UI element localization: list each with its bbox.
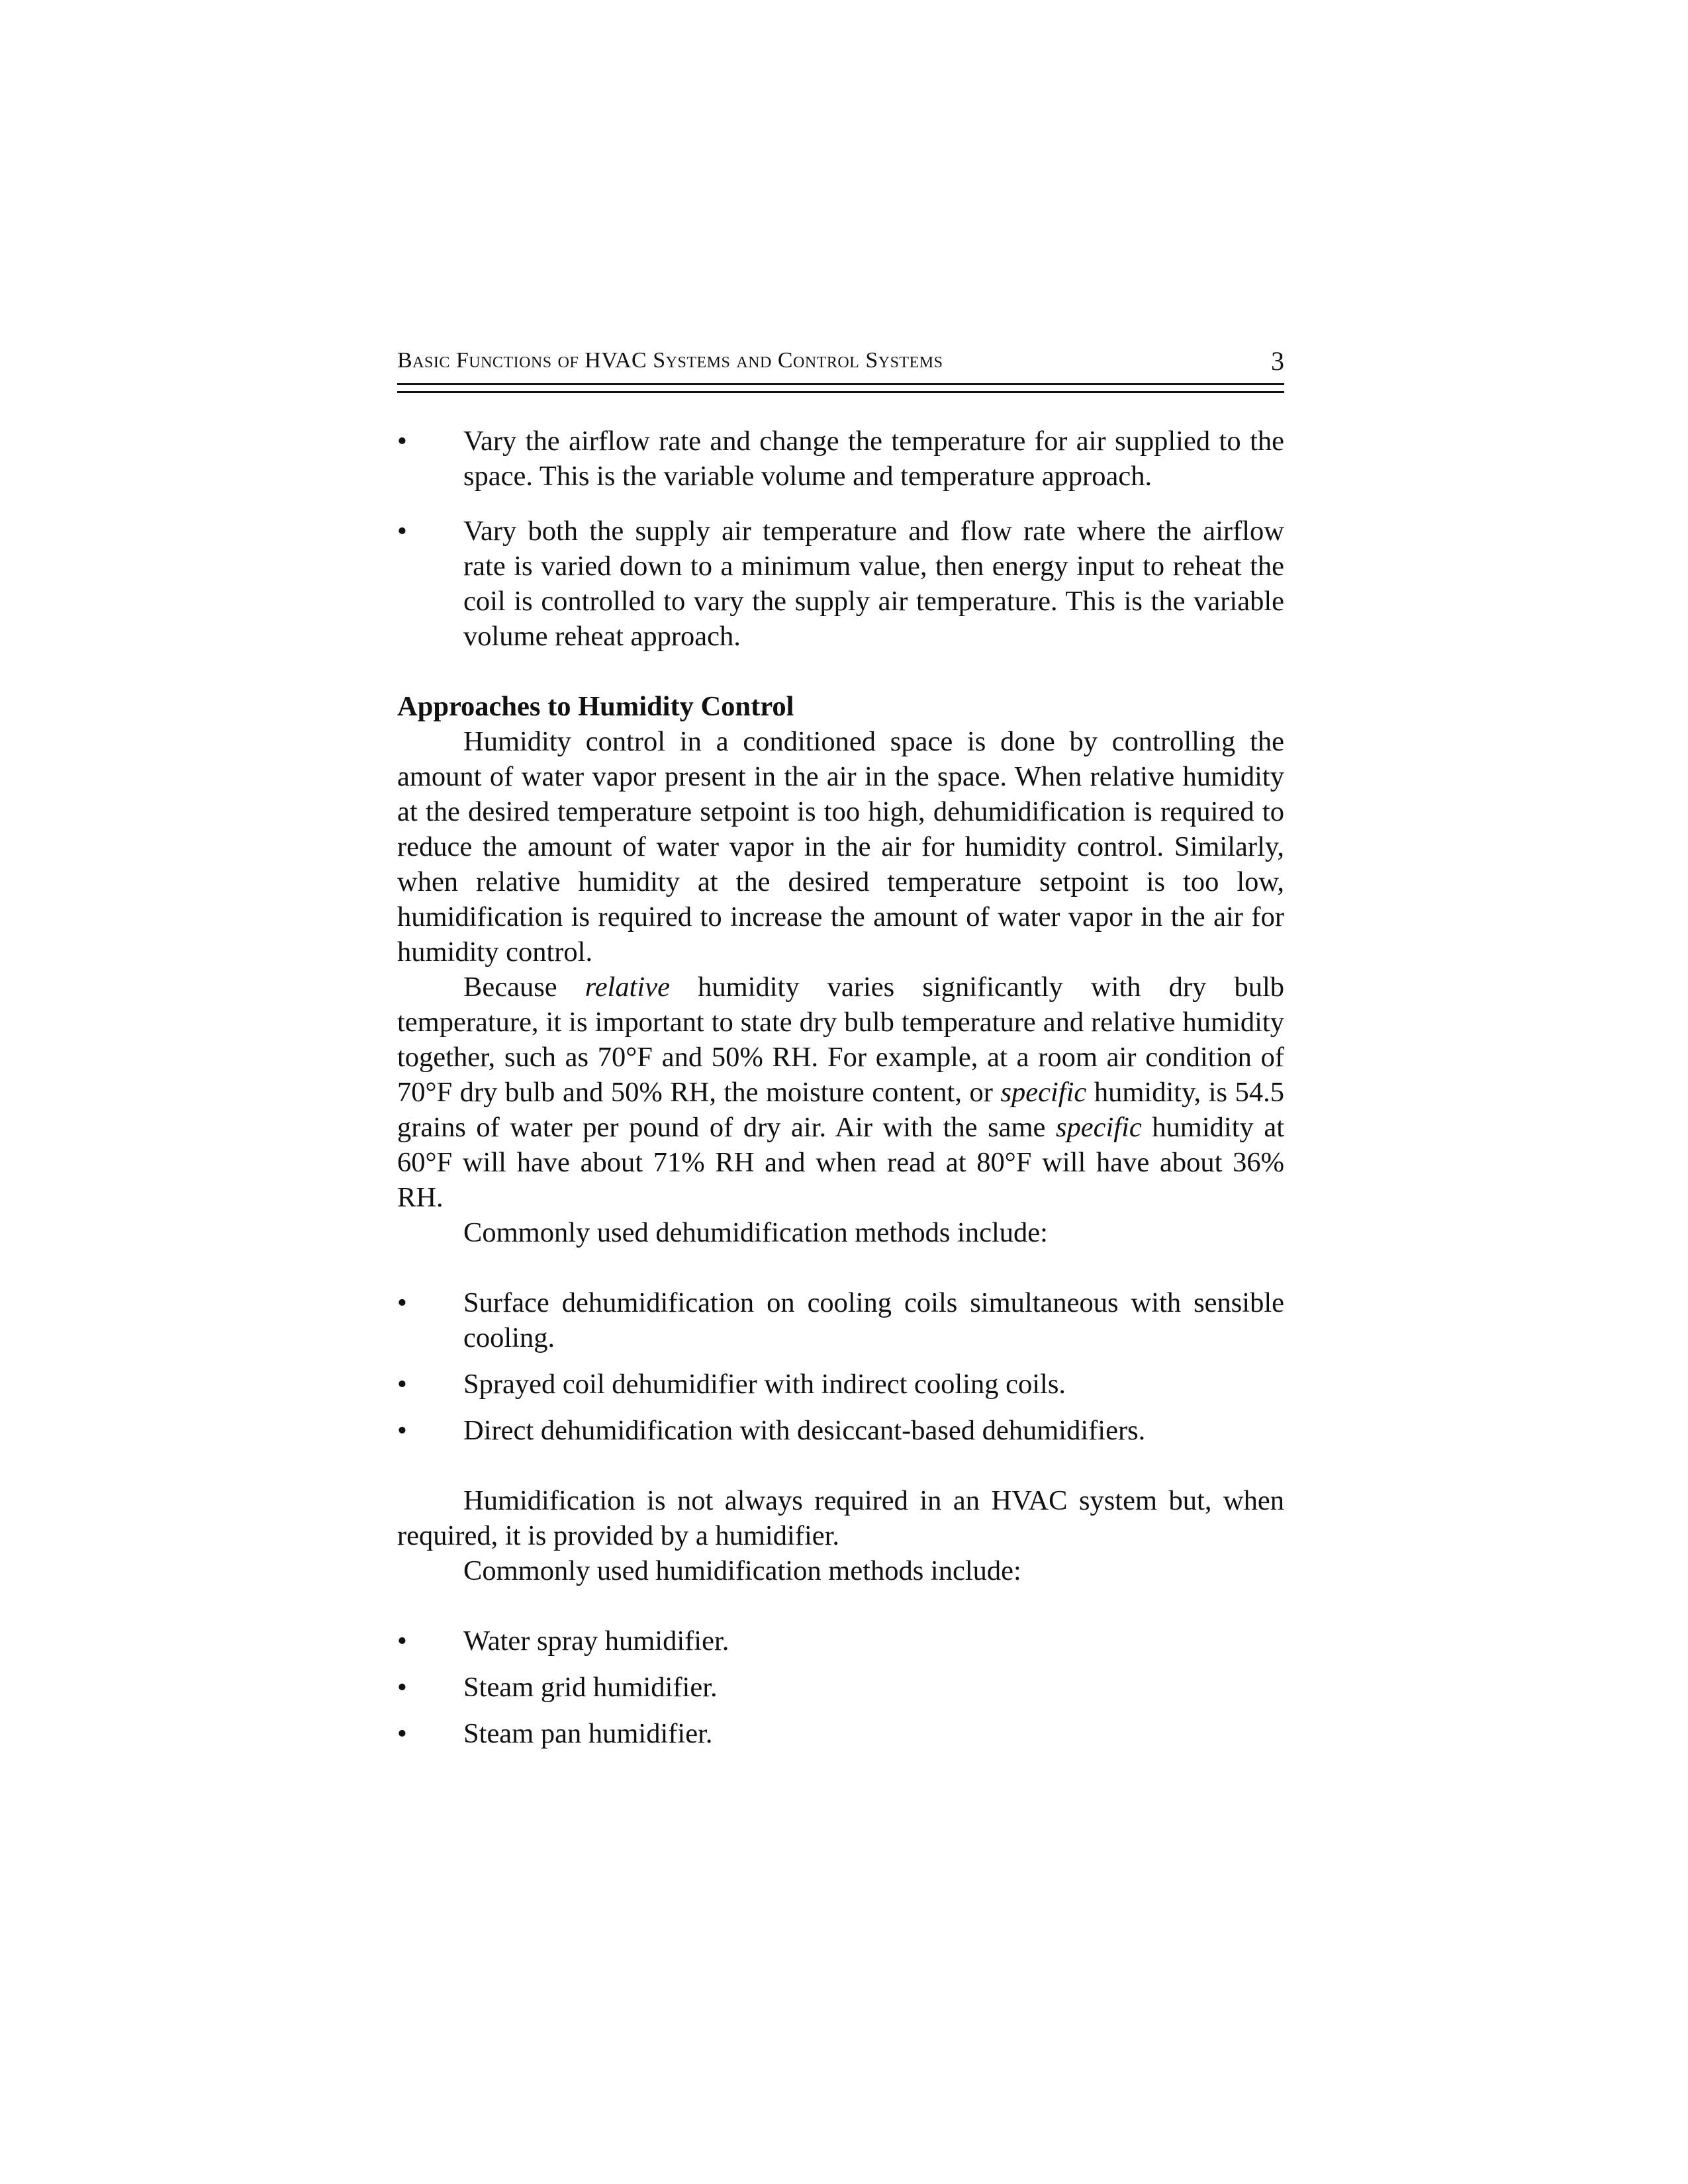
italic-term: specific	[1000, 1077, 1087, 1108]
paragraph-humidity-control: Humidity control in a conditioned space is done by controlling the amount of water vapor present in the air in the space. When relative humidity at the desired temperature setpoint is too high, dehumidification is required to reduce the amount of water vapor in the air for humidity control. Similarly, when relative humidity at the desired temperature setpoint is too low, humidification is required to increase the amount of water vapor in the air for humidity control.	[397, 726, 1284, 968]
list-item	[397, 514, 1284, 654]
list-item-text: Surface dehumidification on cooling coils simultaneous with sensible cooling.	[463, 1287, 1284, 1353]
bullet-mark: •	[397, 1287, 407, 1318]
italic-term: specific	[1055, 1112, 1142, 1143]
bullet-mark: •	[397, 1672, 407, 1703]
para-text: Because	[463, 972, 585, 1003]
bullet-mark: •	[397, 1625, 407, 1657]
list-item	[397, 1716, 1284, 1751]
bullet-mark: •	[397, 1369, 407, 1400]
list-item-text: Water spray humidifier.	[463, 1625, 729, 1657]
running-head: Basic Functions of HVAC Systems and Control Systems	[397, 348, 943, 373]
page-number: 3	[1271, 346, 1284, 376]
body-text	[397, 424, 1284, 1751]
paragraph-humidification-intro: Commonly used humidification methods include:	[463, 1555, 1021, 1586]
list-item-text: Steam pan humidifier.	[463, 1718, 713, 1749]
list-item-text: Direct dehumidification with desiccant-based dehumidifiers.	[463, 1415, 1146, 1446]
list-item-text: Sprayed coil dehumidifier with indirect cooling coils.	[463, 1369, 1066, 1400]
italic-term: relative	[585, 972, 670, 1003]
header-rule-top	[397, 383, 1284, 385]
bullet-mark: •	[397, 1718, 407, 1749]
page-header	[397, 348, 1284, 381]
airflow-approaches-list	[397, 424, 1284, 654]
humidification-methods-list	[397, 1623, 1284, 1751]
list-item-text: Vary both the supply air temperature and flow rate where the airflow rate is varied down to a minimum value, then energy input to reheat the coil is controlled to vary the supply air temperature. This is the variable volume reheat approach.	[463, 516, 1284, 652]
list-item-text: Steam grid humidifier.	[463, 1672, 718, 1703]
list-item-text: Vary the airflow rate and change the temperature for air supplied to the space. This is the variable volume and temperature approach.	[463, 426, 1284, 492]
bullet-mark: •	[397, 1415, 407, 1446]
para-text: humidity at 60°F will have about 71% RH and when read at 80°F will have about 36% RH.	[397, 1112, 1285, 1213]
paragraph-humidification: Humidification is not always required in an HVAC system but, when required, it is provided by a humidifier.	[397, 1485, 1284, 1551]
list-item	[397, 1623, 1284, 1659]
para-text: humidity, is 54.5 grains of water per pound of dry air. Air with the same	[397, 1077, 1284, 1143]
list-item	[397, 1413, 1284, 1448]
paragraph-dehumidification-intro: Commonly used dehumidification methods include:	[463, 1217, 1048, 1248]
list-item	[397, 1367, 1284, 1402]
bullet-mark: •	[397, 516, 407, 547]
header-rule-bottom	[397, 391, 1284, 393]
paragraph-relative-humidity	[397, 970, 1284, 1215]
dehumidification-methods-list	[397, 1285, 1284, 1448]
list-item	[397, 1285, 1284, 1355]
list-item	[397, 424, 1284, 494]
para-text: humidity varies significantly with dry bulb temperature, it is important to state dry bulb temperature and relative humidity together, such as 70°F and 50% RH. For example, at a room air condition of 70°F dry bulb and 50% RH, the moisture content, or	[397, 972, 1284, 1108]
list-item	[397, 1670, 1284, 1705]
bullet-mark: •	[397, 426, 407, 457]
section-heading: Approaches to Humidity Control	[397, 691, 794, 722]
